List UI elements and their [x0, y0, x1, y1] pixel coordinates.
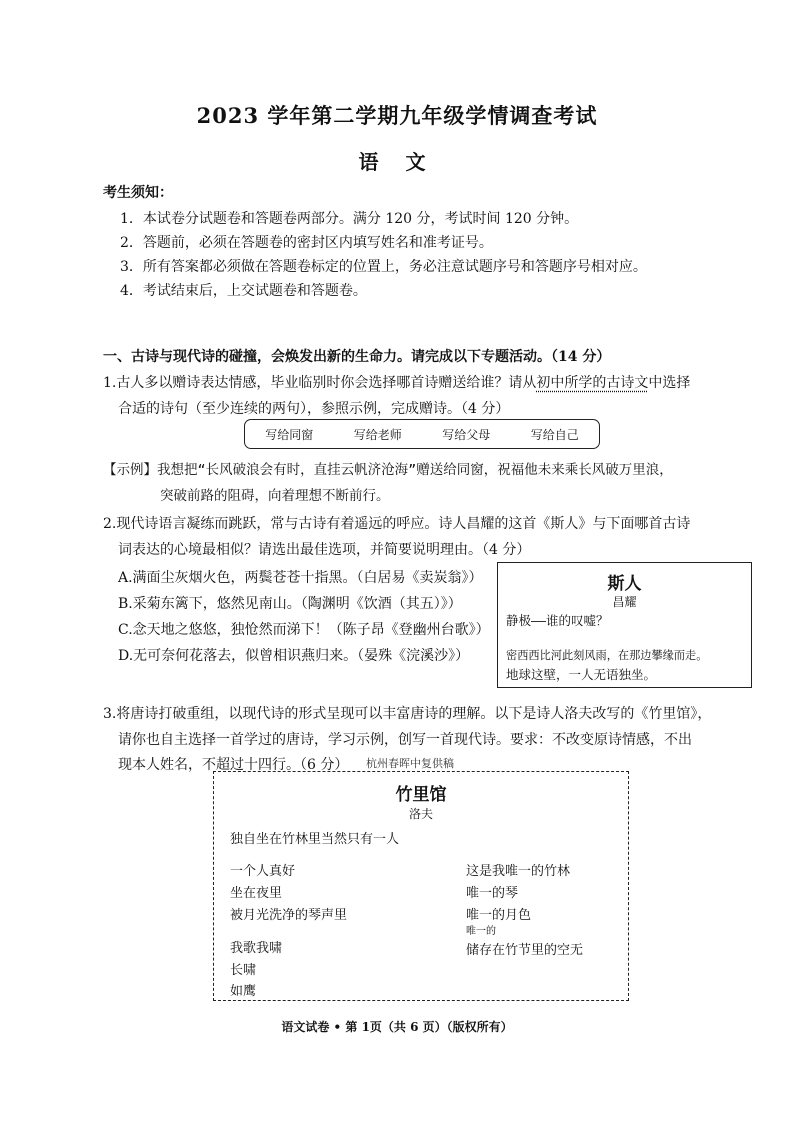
- q1-text-pre: 1.古人多以赠诗表达情感，毕业临别时你会选择哪首诗赠送给谁？请从: [103, 375, 537, 391]
- exam-title: 2023 学年第二学期九年级学情调查考试: [196, 103, 598, 128]
- option-parents: 写给父母: [442, 427, 491, 442]
- notice-item: 1．本试卷分试题卷和答题卷两部分。满分 120 分，考试时间 120 分钟。: [120, 211, 579, 227]
- subject-title: 语 文: [358, 150, 436, 174]
- poem-intro-line: 独自坐在竹林里当然只有一人: [230, 832, 400, 847]
- poem-left-line: 我歌我啸: [230, 941, 283, 956]
- poem-right-line: 储存在竹节里的空无: [466, 943, 584, 958]
- poem-right-line: 唯一的琴: [466, 886, 519, 901]
- poem-siren-box: [497, 562, 752, 688]
- source-note: 杭州春晖中复供稿: [366, 758, 454, 770]
- poem-line: 静极——谁的叹嘘？: [506, 613, 609, 628]
- choice-a: A.满面尘灰烟火色，两鬓苍苍十指黑。（白居易《卖炭翁》）: [118, 570, 483, 586]
- poem-title: 斯人: [607, 574, 642, 594]
- recipient-options-box: [244, 419, 600, 449]
- q1-text-post: 中选择: [648, 375, 691, 391]
- poem-line: 密西西比河此刻风雨，在那边攀缘而走。: [506, 649, 708, 662]
- poem-title: 竹里馆: [395, 785, 447, 805]
- poem-right-line: 唯一的月色: [466, 908, 532, 923]
- example-line-2: 突破前路的阻碍，向着理想不断前行。: [160, 488, 390, 504]
- page-footer: 语文试卷 • 第 1页（共 6 页）（版权所有）: [281, 1020, 513, 1034]
- poem-left-line: 如鹰: [230, 984, 257, 999]
- question-3-line-3: 现本人姓名，不超过十四行。（6 分）: [118, 757, 349, 773]
- example-line-1: 【示例】我想把“长风破浪会有时，直挂云帆济沧海”赠送给同窗，祝福他未来乘长风破万里浪，: [103, 462, 673, 478]
- question-2-line-1: 2.现代诗语言凝练而跳跃，常与古诗有着遥远的呼应。诗人昌耀的这首《斯人》与下面哪首古诗: [103, 516, 691, 532]
- poem-left-line: 一个人真好: [230, 864, 296, 879]
- poem-line: 地球这壁，一人无语独坐。: [506, 667, 657, 682]
- choice-c: C.念天地之悠悠，独怆然而涕下！（陈子昂《登幽州台歌》）: [118, 622, 490, 638]
- poem-right-line: 唯一的: [466, 926, 496, 937]
- poem-left-line: 被月光洗净的琴声里: [230, 908, 348, 923]
- question-2-line-2: 词表达的心境最相似？请选出最佳选项，并简要说明理由。（4 分）: [118, 542, 531, 558]
- poem-zhuliguan-box: [213, 771, 629, 1001]
- notice-item: 3．所有答案都必须做在答题卷标定的位置上，务必注意试题序号和答题序号相对应。: [120, 259, 647, 275]
- notice-item: 4．考试结束后，上交试题卷和答题卷。: [120, 283, 367, 299]
- poem-left-line: 坐在夜里: [230, 886, 283, 901]
- poem-author: 洛夫: [408, 807, 433, 821]
- option-self: 写给自己: [530, 427, 579, 442]
- question-3-line-1: 3.将唐诗打破重组，以现代诗的形式呈现可以丰富唐诗的理解。以下是诗人洛夫改写的《竹里馆》，: [103, 706, 712, 722]
- option-teacher: 写给老师: [353, 427, 402, 442]
- question-1-line-2: 合适的诗句（至少连续的两句），参照示例，完成赠诗。（4 分）: [118, 401, 510, 417]
- poem-left-line: 长啸: [230, 963, 257, 978]
- poem-author: 昌耀: [612, 595, 637, 609]
- section-heading: 一、古诗与现代诗的碰撞，会焕发出新的生命力。请完成以下专题活动。（14 分）: [103, 349, 611, 365]
- option-classmate: 写给同窗: [265, 427, 314, 442]
- q1-emphasis: 初中所学的古诗文: [536, 375, 649, 391]
- question-3-line-2: 请你也自主选择一首学过的唐诗，学习示例，创写一首现代诗。要求：不改变原诗情感，不出: [118, 732, 692, 748]
- poem-right-line: 这是我唯一的竹林: [466, 864, 571, 879]
- choice-d: D.无可奈何花落去，似曾相识燕归来。（晏殊《浣溪沙》）: [118, 648, 470, 664]
- notice-heading: 考生须知：: [103, 185, 173, 201]
- choice-b: B.采菊东篱下，悠然见南山。（陶渊明《饮酒（其五）》）: [118, 596, 462, 612]
- question-1-line-1: [103, 372, 690, 392]
- notice-item: 2．答题前，必须在答题卷的密封区内填写姓名和准考证号。: [120, 235, 493, 251]
